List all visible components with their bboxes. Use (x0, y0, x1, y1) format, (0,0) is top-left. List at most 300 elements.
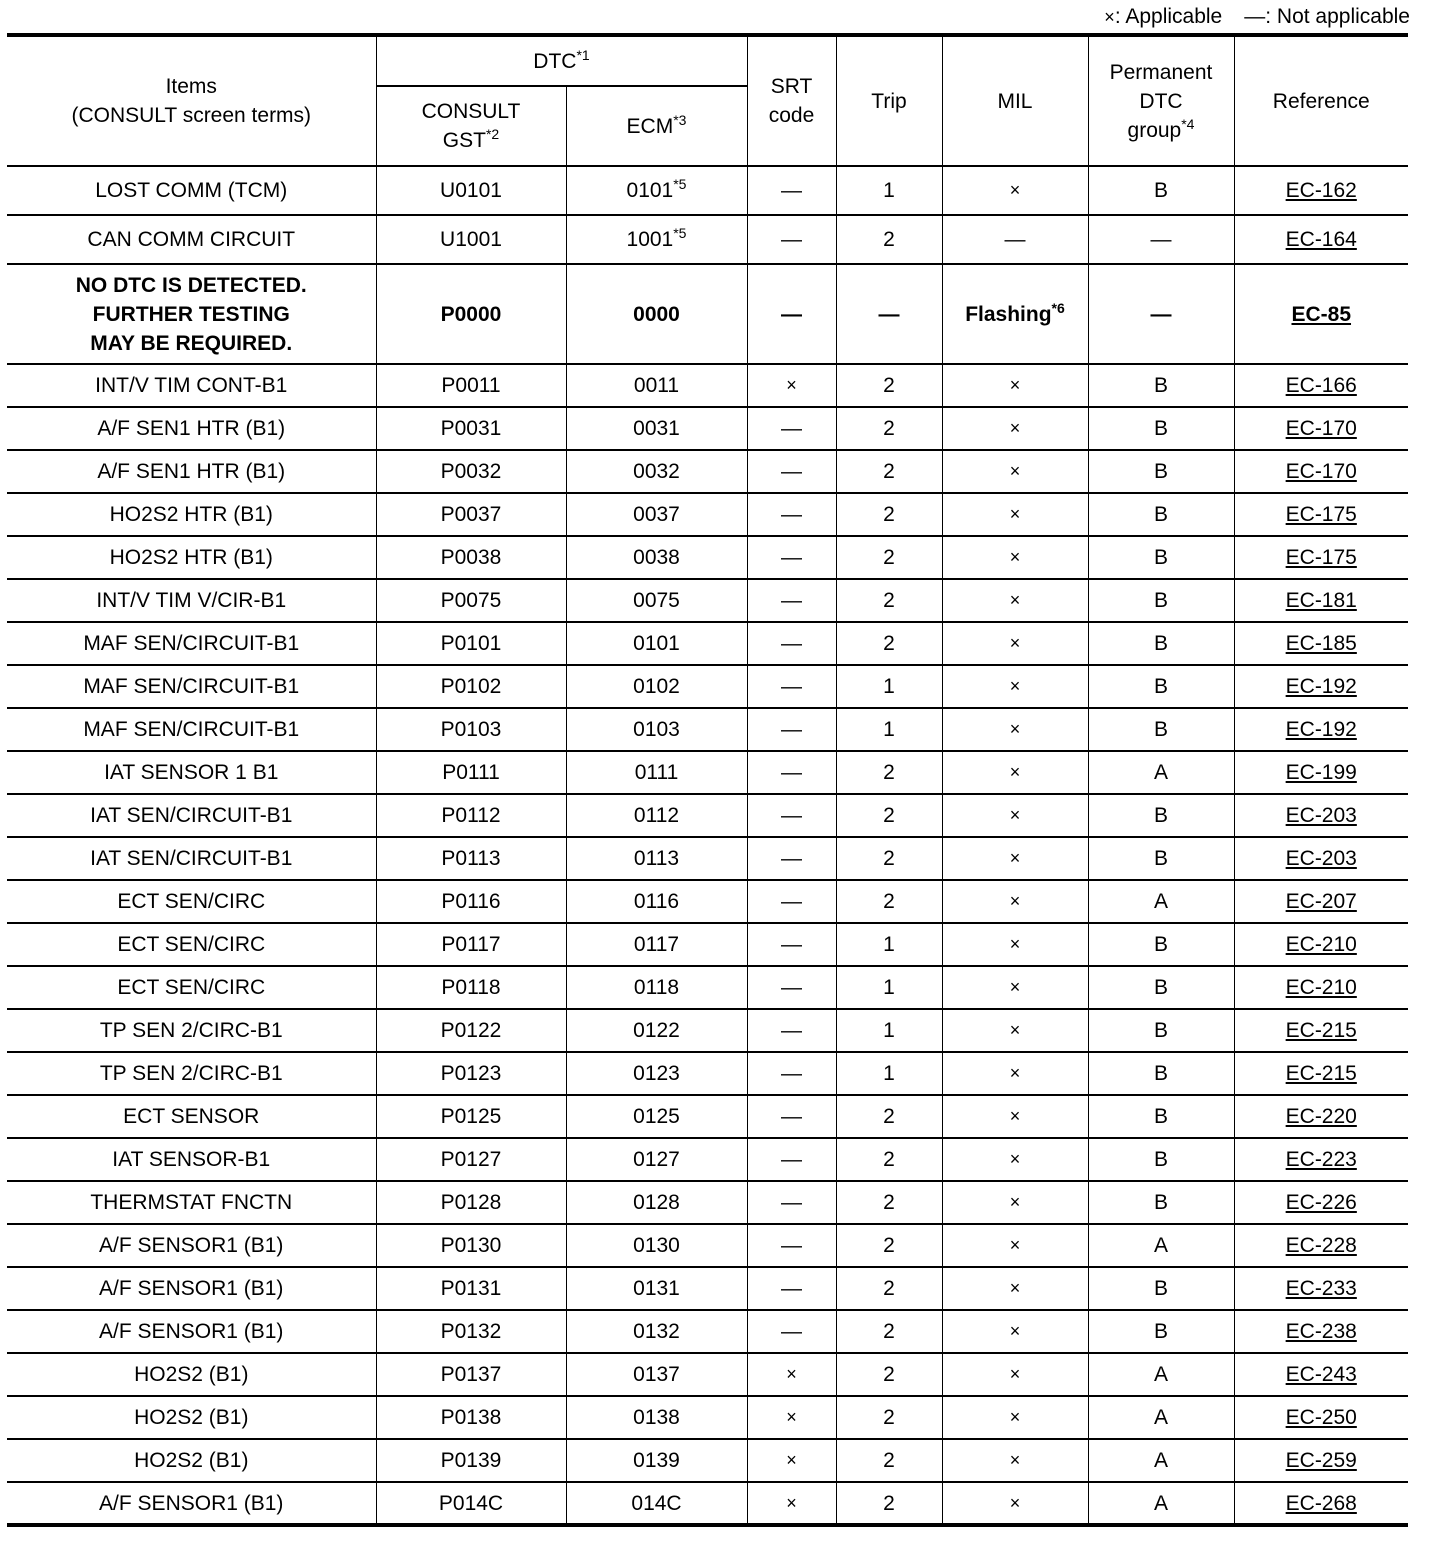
perm-group-cell (1088, 1310, 1234, 1353)
item-cell (7, 1181, 376, 1224)
item-cell (7, 1052, 376, 1095)
table-row (7, 1439, 1408, 1482)
item-text: TP SEN 2/CIRC-B1 (99, 1019, 283, 1042)
reference-link[interactable]: EC-164 (1285, 228, 1357, 251)
header-consult-line1: CONSULT (421, 100, 521, 123)
reference-link[interactable]: EC-259 (1285, 1449, 1357, 1472)
reference-link[interactable]: EC-181 (1285, 589, 1357, 612)
header-perm-line2: DTC (1139, 89, 1183, 113)
reference-link[interactable]: EC-243 (1285, 1363, 1357, 1386)
reference-cell (1234, 966, 1408, 1009)
trip-cell (836, 665, 942, 708)
trip-cell (836, 880, 942, 923)
trip-cell (836, 450, 942, 493)
trip-value: 1 (883, 1019, 895, 1042)
mil-value: — (1004, 228, 1026, 251)
item-text: HO2S2 (B1) (134, 1406, 249, 1429)
perm-group-cell (1088, 1353, 1234, 1396)
reference-link[interactable]: EC-162 (1285, 179, 1357, 202)
item-text: HO2S2 (B1) (134, 1449, 249, 1472)
reference-link[interactable]: EC-175 (1285, 546, 1357, 569)
consult-gst-cell (376, 215, 566, 264)
srt-cell (747, 794, 836, 837)
trip-value: 2 (883, 1148, 895, 1171)
mil-cell (942, 880, 1088, 923)
item-cell (7, 923, 376, 966)
header-perm-line3: group (1127, 118, 1182, 142)
mil-cell (942, 708, 1088, 751)
header-srt (747, 35, 836, 166)
mil-cell (942, 1052, 1088, 1095)
item-text: A/F SENSOR1 (B1) (99, 1320, 284, 1343)
perm-group-cell (1088, 837, 1234, 880)
perm-group-value: B (1153, 460, 1168, 483)
trip-value: 1 (883, 1062, 895, 1085)
mil-cell (942, 1310, 1088, 1353)
consult-gst-code: P0032 (440, 460, 502, 483)
table-header (7, 35, 1408, 166)
ecm-code: 014C (631, 1491, 682, 1515)
consult-gst-code: P0130 (440, 1234, 502, 1257)
perm-group-cell (1088, 794, 1234, 837)
reference-link[interactable]: EC-199 (1285, 761, 1357, 784)
item-cell (7, 407, 376, 450)
trip-cell (836, 364, 942, 407)
perm-group-value: A (1153, 761, 1168, 784)
reference-link[interactable]: EC-215 (1285, 1019, 1357, 1042)
srt-value: — (781, 847, 802, 870)
mil-value: × (1009, 547, 1021, 567)
reference-cell (1234, 1009, 1408, 1052)
perm-group-cell (1088, 1482, 1234, 1525)
item-cell (7, 536, 376, 579)
ecm-cell (566, 536, 747, 579)
srt-cell (747, 751, 836, 794)
trip-value: 2 (883, 804, 895, 827)
consult-gst-cell (376, 880, 566, 923)
item-cell (7, 1310, 376, 1353)
consult-gst-cell (376, 1095, 566, 1138)
reference-link[interactable]: EC-238 (1285, 1320, 1357, 1343)
perm-group-value: B (1153, 179, 1168, 202)
item-text: A/F SENSOR1 (B1) (99, 1277, 284, 1300)
header-reference: Reference (1234, 35, 1408, 166)
srt-value: — (781, 890, 802, 913)
ecm-cell (566, 794, 747, 837)
srt-value: — (781, 302, 802, 326)
not-applicable-symbol: — (1244, 5, 1266, 28)
reference-link[interactable]: EC-166 (1285, 374, 1357, 397)
perm-group-cell (1088, 215, 1234, 264)
header-srt-line1: SRT (770, 75, 813, 98)
table-row (7, 1138, 1408, 1181)
perm-group-cell (1088, 166, 1234, 215)
header-dtc (376, 35, 747, 86)
consult-gst-code: P0101 (440, 632, 502, 655)
consult-gst-cell (376, 450, 566, 493)
item-cell (7, 665, 376, 708)
trip-value: 1 (883, 179, 895, 202)
item-text: A/F SENSOR1 (B1) (99, 1234, 284, 1257)
ecm-code: 0116 (633, 890, 680, 913)
item-cell (7, 264, 376, 364)
ecm-note: *5 (673, 176, 687, 192)
ecm-code: 0122 (633, 1019, 680, 1042)
header-mil: MIL (942, 35, 1088, 166)
srt-value: — (781, 417, 802, 440)
reference-cell (1234, 794, 1408, 837)
ecm-cell (566, 407, 747, 450)
table-row (7, 579, 1408, 622)
mil-value: × (1009, 180, 1021, 200)
reference-cell (1234, 215, 1408, 264)
table-row (7, 215, 1408, 264)
srt-value: — (781, 1105, 802, 1128)
table-row (7, 1224, 1408, 1267)
srt-cell (747, 1267, 836, 1310)
ecm-cell (566, 493, 747, 536)
ecm-cell (566, 880, 747, 923)
consult-gst-cell (376, 1310, 566, 1353)
srt-value: — (781, 976, 802, 999)
srt-value: — (781, 589, 802, 612)
consult-gst-code: P0031 (440, 417, 502, 440)
reference-link[interactable]: EC-226 (1285, 1191, 1357, 1214)
mil-cell (942, 407, 1088, 450)
consult-gst-cell (376, 923, 566, 966)
consult-gst-cell (376, 1482, 566, 1525)
perm-group-value: A (1153, 1449, 1168, 1472)
consult-gst-cell (376, 966, 566, 1009)
mil-value: × (1009, 848, 1021, 868)
item-text: ECT SEN/CIRC (117, 890, 266, 913)
reference-link[interactable]: EC-220 (1285, 1105, 1357, 1128)
item-text: THERMSTAT FNCTN (90, 1191, 293, 1214)
reference-link[interactable]: EC-215 (1285, 1062, 1357, 1085)
srt-cell (747, 450, 836, 493)
perm-group-value: B (1153, 1105, 1168, 1128)
ecm-cell (566, 622, 747, 665)
perm-group-cell (1088, 1052, 1234, 1095)
reference-cell (1234, 1396, 1408, 1439)
perm-group-value: B (1153, 675, 1168, 698)
ecm-code: 0131 (633, 1277, 680, 1300)
item-cell (7, 751, 376, 794)
mil-cell (942, 364, 1088, 407)
reference-cell (1234, 708, 1408, 751)
srt-value: × (786, 375, 797, 395)
consult-gst-code: P0037 (440, 503, 502, 526)
ecm-code: 0117 (633, 933, 680, 956)
srt-value: — (781, 761, 802, 784)
table-row (7, 966, 1408, 1009)
ecm-code: 0132 (633, 1320, 680, 1343)
consult-gst-cell (376, 1138, 566, 1181)
ecm-cell (566, 1439, 747, 1482)
table-row (7, 364, 1408, 407)
mil-value: × (1009, 891, 1021, 911)
mil-cell (942, 1095, 1088, 1138)
applicable-text: : Applicable (1114, 5, 1223, 28)
srt-cell (747, 579, 836, 622)
reference-cell (1234, 579, 1408, 622)
ecm-code: 0123 (633, 1062, 680, 1085)
ecm-code: 0138 (633, 1406, 680, 1429)
srt-value: × (786, 1450, 797, 1470)
header-items-line1: Items (165, 75, 217, 98)
reference-link[interactable]: EC-170 (1285, 460, 1357, 483)
item-text: ECT SEN/CIRC (117, 933, 266, 956)
trip-value: — (878, 302, 900, 326)
trip-value: 2 (883, 589, 895, 612)
consult-gst-code: P0127 (440, 1148, 502, 1171)
mil-cell (942, 1181, 1088, 1224)
reference-link[interactable]: EC-170 (1285, 417, 1357, 440)
consult-gst-code: P0132 (440, 1320, 502, 1343)
trip-cell (836, 1439, 942, 1482)
mil-value: × (1009, 805, 1021, 825)
srt-cell (747, 1439, 836, 1482)
item-cell (7, 880, 376, 923)
ecm-code: 0137 (633, 1363, 680, 1386)
consult-gst-code: P0117 (441, 933, 501, 956)
perm-group-value: B (1153, 374, 1168, 397)
mil-cell (942, 751, 1088, 794)
header-ecm-note: *3 (673, 111, 687, 128)
srt-cell (747, 1224, 836, 1267)
perm-group-cell (1088, 1095, 1234, 1138)
reference-link[interactable]: EC-210 (1285, 976, 1357, 999)
ecm-code: 0112 (633, 804, 680, 827)
mil-cell (942, 966, 1088, 1009)
reference-cell (1234, 1181, 1408, 1224)
srt-cell (747, 264, 836, 364)
srt-value: — (781, 1191, 802, 1214)
consult-gst-code: P0038 (440, 546, 502, 569)
item-cell (7, 1353, 376, 1396)
ecm-cell (566, 264, 747, 364)
perm-group-value: B (1153, 976, 1168, 999)
mil-value: × (1009, 934, 1021, 954)
ecm-code: 0118 (633, 976, 680, 999)
trip-cell (836, 1267, 942, 1310)
ecm-code: 0113 (633, 847, 680, 870)
reference-link[interactable]: EC-175 (1285, 503, 1357, 526)
reference-link[interactable]: EC-233 (1285, 1277, 1357, 1300)
reference-link[interactable]: EC-207 (1285, 890, 1357, 913)
item-cell (7, 1138, 376, 1181)
item-cell (7, 1396, 376, 1439)
applicable-symbol: × (1104, 7, 1115, 27)
item-line: FURTHER TESTING (92, 302, 290, 326)
ecm-cell (566, 364, 747, 407)
table-row (7, 837, 1408, 880)
reference-cell (1234, 536, 1408, 579)
srt-cell (747, 536, 836, 579)
mil-cell (942, 1353, 1088, 1396)
reference-link[interactable]: EC-203 (1285, 804, 1357, 827)
ecm-cell (566, 837, 747, 880)
trip-value: 2 (883, 460, 895, 483)
table-row (7, 1009, 1408, 1052)
table-row (7, 751, 1408, 794)
consult-gst-cell (376, 622, 566, 665)
trip-cell (836, 923, 942, 966)
ecm-cell (566, 1224, 747, 1267)
srt-value: — (781, 503, 802, 526)
table-row (7, 264, 1408, 364)
mil-value: × (1009, 719, 1021, 739)
consult-gst-cell (376, 407, 566, 450)
trip-value: 2 (883, 1449, 895, 1472)
trip-cell (836, 493, 942, 536)
perm-group-value: B (1153, 589, 1168, 612)
ecm-cell (566, 1310, 747, 1353)
srt-cell (747, 166, 836, 215)
table-row (7, 1052, 1408, 1095)
mil-cell (942, 536, 1088, 579)
reference-cell (1234, 166, 1408, 215)
mil-value: × (1009, 1364, 1021, 1384)
consult-gst-code: P0128 (440, 1191, 502, 1214)
item-cell (7, 1009, 376, 1052)
ecm-cell (566, 708, 747, 751)
reference-link[interactable]: EC-223 (1285, 1148, 1357, 1171)
ecm-code: 1001 (626, 228, 674, 251)
mil-value: × (1009, 1063, 1021, 1083)
mil-value: × (1009, 1106, 1021, 1126)
ecm-code: 0101 (626, 179, 674, 202)
ecm-code: 0111 (634, 761, 679, 784)
reference-link[interactable]: EC-185 (1285, 632, 1357, 655)
header-ecm-label: ECM (626, 114, 674, 138)
consult-gst-cell (376, 1396, 566, 1439)
ecm-cell (566, 1482, 747, 1525)
srt-cell (747, 1396, 836, 1439)
mil-value: × (1009, 375, 1021, 395)
perm-group-cell (1088, 1009, 1234, 1052)
srt-value: — (781, 179, 802, 202)
mil-value: × (1009, 676, 1021, 696)
item-text: IAT SENSOR 1 B1 (104, 761, 279, 784)
ecm-cell (566, 579, 747, 622)
perm-group-value: — (1150, 228, 1172, 251)
mil-cell (942, 493, 1088, 536)
perm-group-cell (1088, 708, 1234, 751)
trip-value: 2 (883, 228, 895, 251)
consult-gst-cell (376, 264, 566, 364)
perm-group-cell (1088, 450, 1234, 493)
table-row (7, 166, 1408, 215)
ecm-cell (566, 923, 747, 966)
item-cell (7, 622, 376, 665)
reference-cell (1234, 1439, 1408, 1482)
perm-group-cell (1088, 1439, 1234, 1482)
reference-cell (1234, 1353, 1408, 1396)
srt-cell (747, 407, 836, 450)
ecm-code: 0103 (633, 718, 680, 741)
mil-value: × (1009, 590, 1021, 610)
consult-gst-code: P0113 (441, 847, 501, 870)
reference-link[interactable]: EC-192 (1285, 675, 1357, 698)
ecm-cell (566, 1138, 747, 1181)
trip-value: 2 (883, 1491, 895, 1515)
consult-gst-code: U1001 (440, 228, 502, 251)
trip-cell (836, 751, 942, 794)
trip-value: 2 (883, 1277, 895, 1300)
perm-group-value: A (1153, 1234, 1168, 1257)
srt-cell (747, 708, 836, 751)
reference-link[interactable]: EC-203 (1285, 847, 1357, 870)
item-text: INT/V TIM CONT-B1 (95, 374, 288, 397)
trip-cell (836, 264, 942, 364)
perm-group-cell (1088, 493, 1234, 536)
ecm-code: 0139 (633, 1449, 680, 1472)
item-cell (7, 1095, 376, 1138)
item-text: CAN COMM CIRCUIT (87, 228, 296, 251)
reference-link[interactable]: EC-210 (1285, 933, 1357, 956)
perm-group-cell (1088, 1138, 1234, 1181)
consult-gst-cell (376, 665, 566, 708)
consult-gst-code: P0137 (440, 1363, 502, 1386)
mil-value: × (1009, 1321, 1021, 1341)
item-line: NO DTC IS DETECTED. (75, 273, 307, 297)
reference-link[interactable]: EC-268 (1285, 1491, 1357, 1515)
ecm-cell (566, 665, 747, 708)
srt-cell (747, 1052, 836, 1095)
reference-link[interactable]: EC-192 (1285, 718, 1357, 741)
consult-gst-cell (376, 536, 566, 579)
consult-gst-code: P0103 (440, 718, 502, 741)
trip-value: 2 (883, 546, 895, 569)
table-row (7, 407, 1408, 450)
perm-group-cell (1088, 1181, 1234, 1224)
reference-link[interactable]: EC-228 (1285, 1234, 1357, 1257)
perm-group-cell (1088, 923, 1234, 966)
reference-cell (1234, 407, 1408, 450)
perm-group-cell (1088, 536, 1234, 579)
trip-value: 1 (883, 976, 895, 999)
trip-cell (836, 1138, 942, 1181)
reference-link[interactable]: EC-250 (1285, 1406, 1357, 1429)
consult-gst-code: P0125 (440, 1105, 502, 1128)
table-row (7, 1396, 1408, 1439)
mil-cell (942, 1138, 1088, 1181)
dtc-table (7, 33, 1408, 1527)
consult-gst-code: P0111 (442, 761, 500, 784)
consult-gst-cell (376, 837, 566, 880)
header-ecm (566, 86, 747, 166)
mil-cell (942, 1009, 1088, 1052)
item-cell (7, 794, 376, 837)
header-consult-gst (376, 86, 566, 166)
header-permanent-dtc (1088, 35, 1234, 166)
srt-cell (747, 665, 836, 708)
reference-link[interactable]: EC-85 (1291, 302, 1352, 326)
consult-gst-code: P0102 (440, 675, 502, 698)
mil-cell (942, 264, 1088, 364)
header-items-line2: (CONSULT screen terms) (71, 104, 312, 127)
ecm-cell (566, 1267, 747, 1310)
perm-group-cell (1088, 966, 1234, 1009)
table-row (7, 1310, 1408, 1353)
srt-cell (747, 1482, 836, 1525)
ecm-cell (566, 1353, 747, 1396)
ecm-code: 0075 (633, 589, 680, 612)
item-cell (7, 1482, 376, 1525)
reference-cell (1234, 1138, 1408, 1181)
table-row (7, 1353, 1408, 1396)
